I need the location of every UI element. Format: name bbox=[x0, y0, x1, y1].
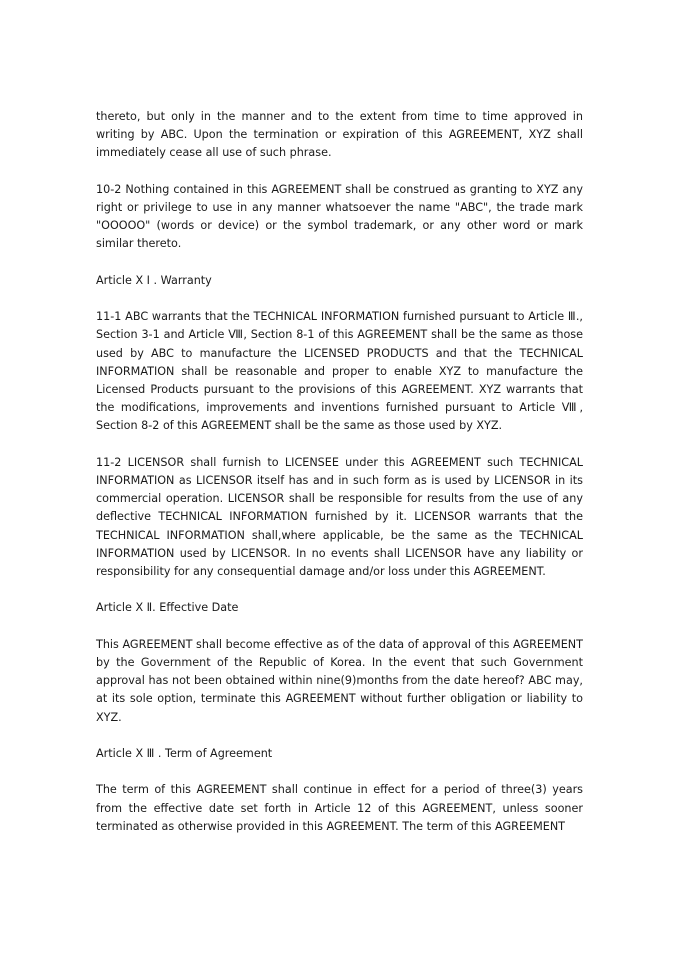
para-13: The term of this AGREEMENT shall continue in effect for a period of three(3) years from the effective date set forth in Article 12 of this AGREEMENT, unless sooner terminated as otherwise provided in this AGREEMENT. The term of this AGREEMENT bbox=[96, 783, 583, 833]
article-11-heading: Article X I . Warranty bbox=[96, 273, 212, 287]
para-10-1-continuation: thereto, but only in the manner and to the extent from time to time approved in writing by ABC. Upon the termination or expiration of this AGREEMENT, XYZ shall immediately cease all use of such phrase. bbox=[96, 110, 583, 160]
para-11-1: 11-1 ABC warrants that the TECHNICAL INFORMATION furnished pursuant to Article Ⅲ., Section 3-1 and Article Ⅷ, Section 8-1 of this AGREEMENT shall be the same as those used by ABC to manufacture the LICENSED PRODUCTS and that the TECHNICAL INFORMATION shall be reasonable and proper to enable XYZ to manufacture the Licensed Products pursuant to the provisions of this AGREEMENT. XYZ warrants that the modifications, improvements and inventions furnished pursuant to Article Ⅷ, Section 8-2 of this AGREEMENT shall be the same as those used by XYZ. bbox=[96, 310, 583, 433]
article-13-heading: Article X Ⅲ . Term of Agreement bbox=[96, 747, 273, 760]
para-11-2: 11-2 LICENSOR shall furnish to LICENSEE under this AGREEMENT such TECHNICAL INFORMATION as LICENSOR itself has and in such form as is used by LICENSOR in its commercial operation. LICENSOR shall be responsible for results from the use of any deflective TECHNICAL INFORMATION furnished by it. LICENSOR warrants that the TECHNICAL INFORMATION shall,where applicable, be the same as the TECHNICAL INFORMATION used by LICENSOR. In no events shall LICENSOR have any liability or responsibility for any consequential damage and/or loss under this AGREEMENT. bbox=[96, 455, 583, 579]
document-page bbox=[96, 108, 583, 854]
para-12: This AGREEMENT shall become effective as of the data of approval of this AGREEMENT by the Government of the Republic of Korea. In the event that such Government approval has not been obtained within nine(9)months from the date hereof? ABC may, at its sole option, terminate this AGREEMENT without further obligation or liability to XYZ. bbox=[96, 637, 583, 724]
para-10-2: 10-2 Nothing contained in this AGREEMENT shall be construed as granting to XYZ any right or privilege to use in any manner whatsoever the name "ABC", the trade mark "OOOOO" (words or device) or the symbol trademark, or any other word or mark similar thereto. bbox=[96, 182, 583, 251]
article-12-heading: Article X Ⅱ. Effective Date bbox=[96, 601, 239, 615]
